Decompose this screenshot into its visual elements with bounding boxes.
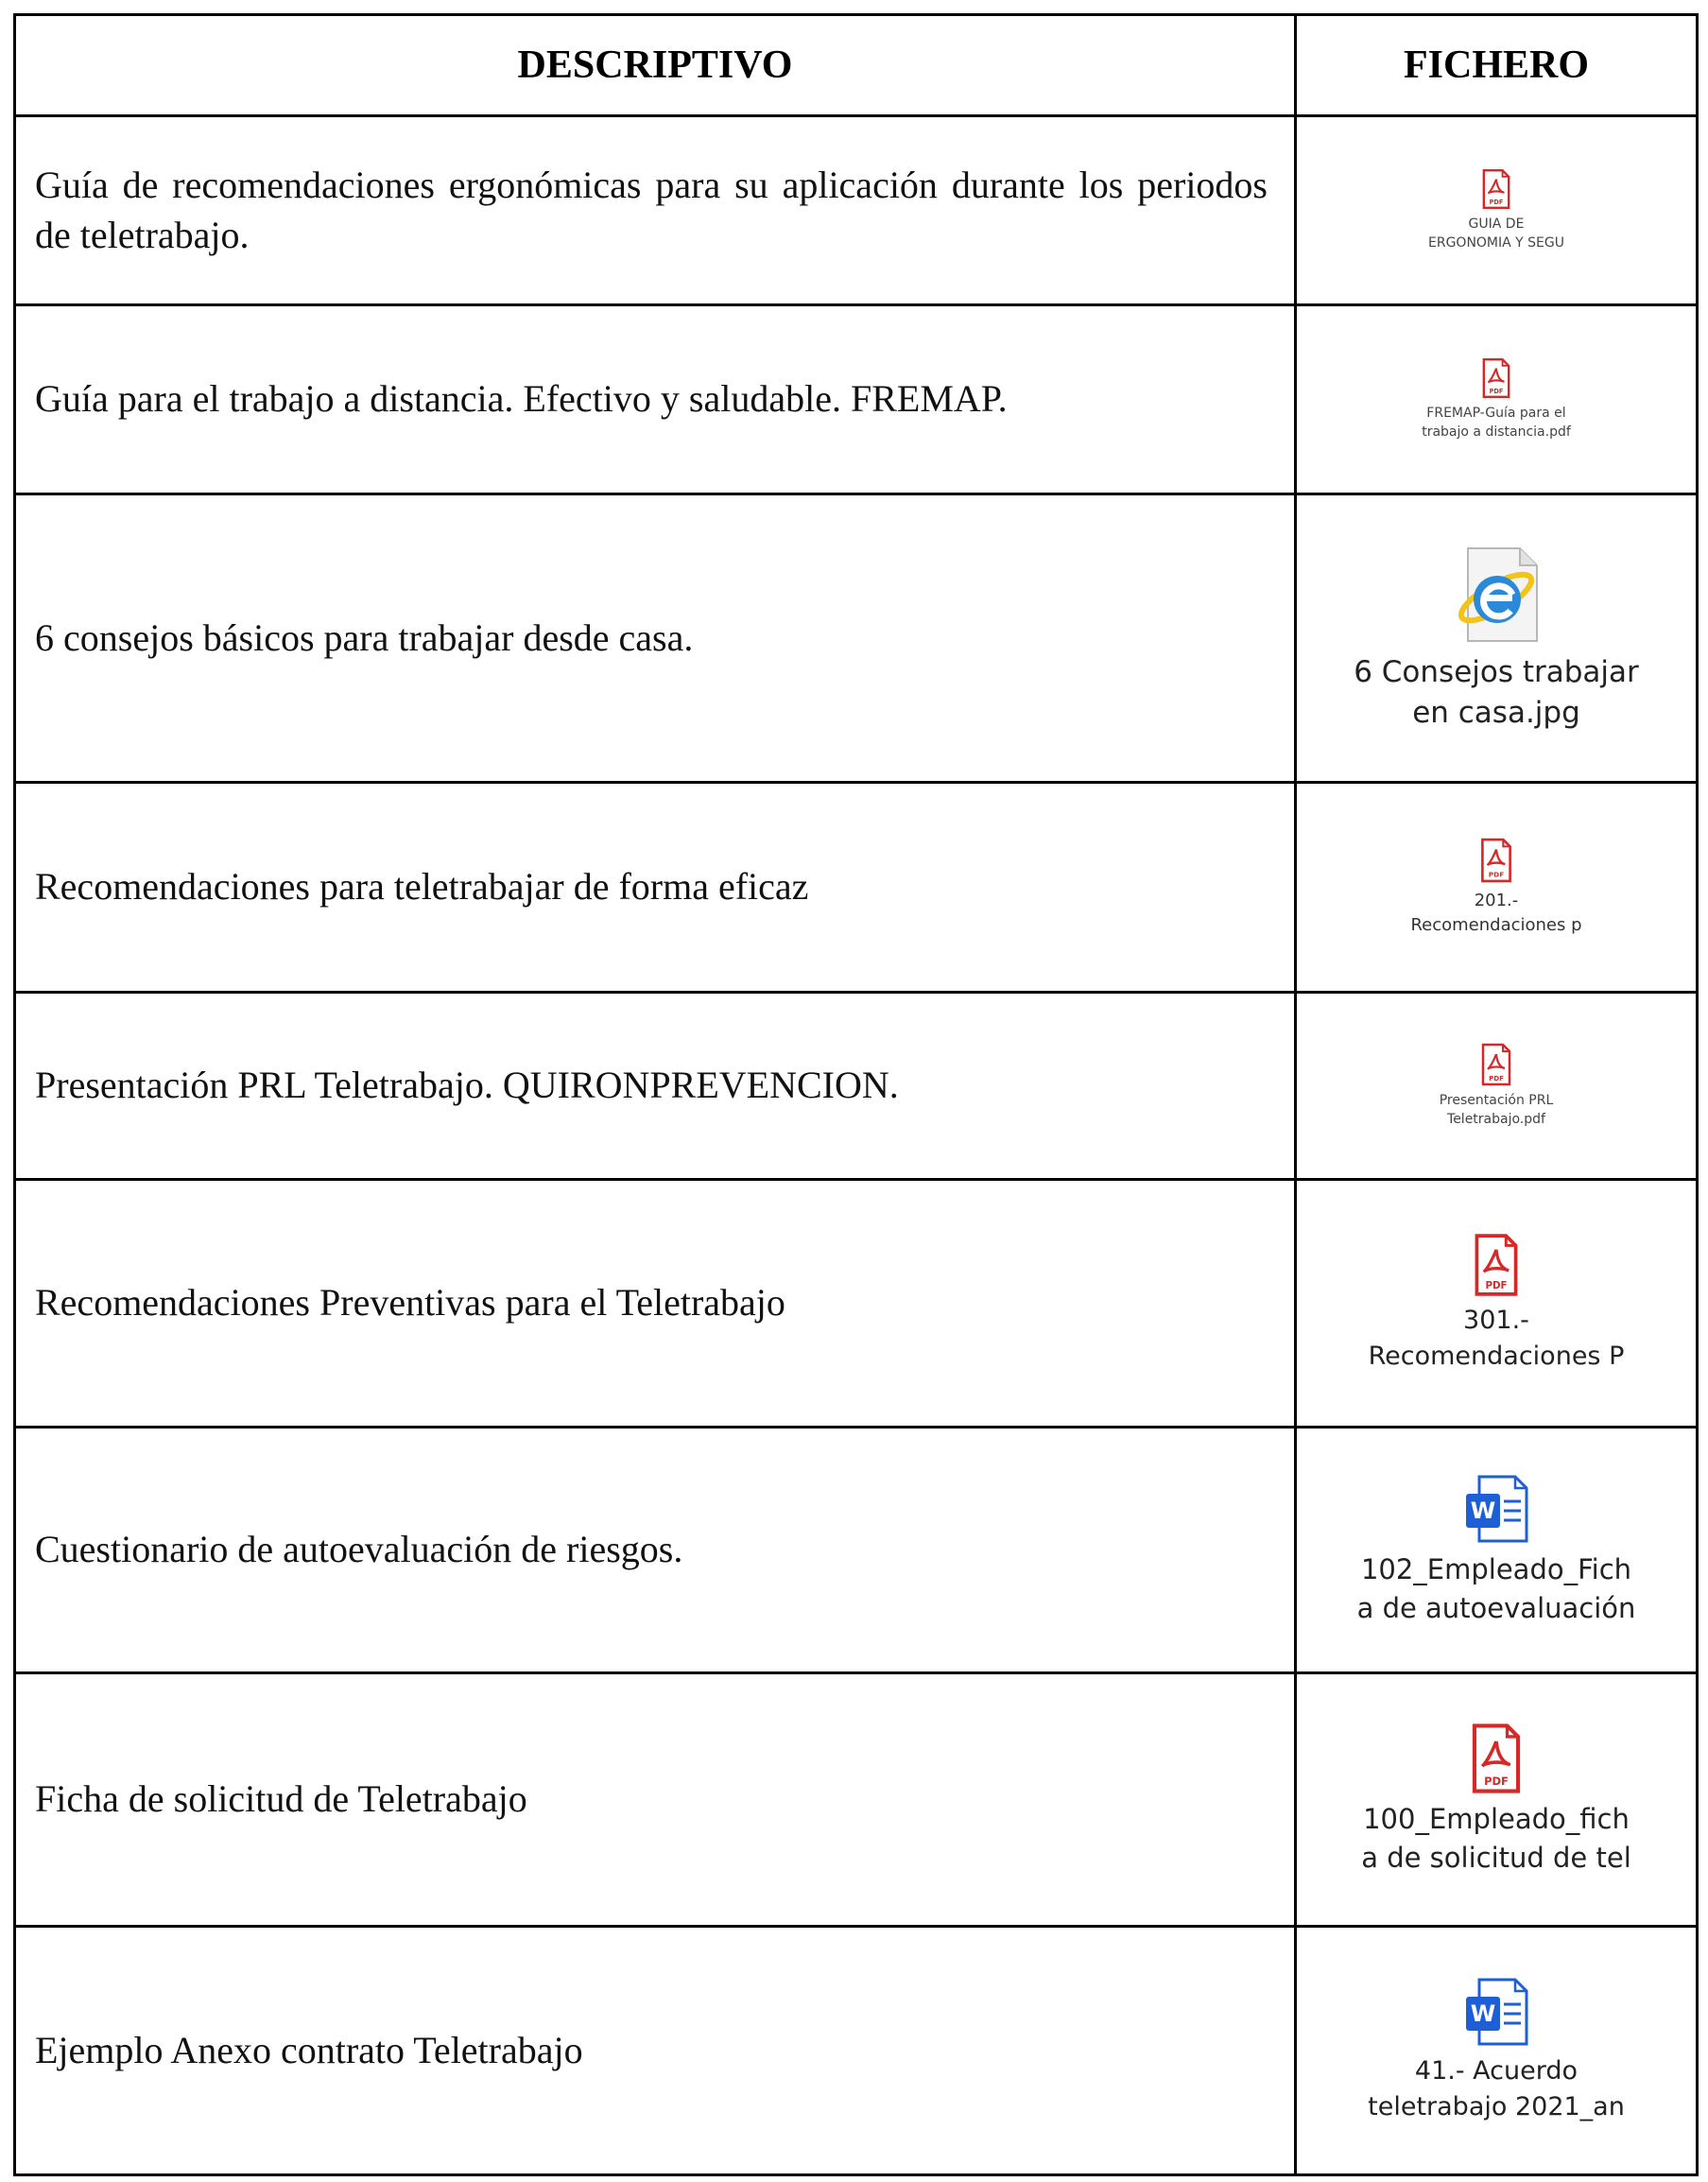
file-cell <box>1296 305 1698 494</box>
file-name: 41.- Acuerdo teletrabajo 2021_an <box>1368 2056 1625 2121</box>
word-icon <box>1462 1473 1530 1545</box>
resources-table <box>13 13 1699 2176</box>
table-row <box>15 1927 1698 2175</box>
file-attachment[interactable] <box>1428 168 1564 252</box>
row-description: 6 consejos básicos para trabajar desde casa. <box>15 494 1296 783</box>
internet-explorer-icon <box>1444 543 1548 647</box>
file-attachment[interactable] <box>1369 1233 1625 1375</box>
file-name: 201.- Recomendaciones p <box>1410 891 1582 935</box>
row-description: Presentación PRL Teletrabajo. QUIRONPREVENCION. <box>15 993 1296 1180</box>
row-description: Ficha de solicitud de Teletrabajo <box>15 1673 1296 1927</box>
pdf-icon <box>1479 838 1513 883</box>
table-row <box>15 494 1698 783</box>
table-row <box>15 1673 1698 1927</box>
file-name: GUIA DE ERGONOMIA Y SEGU <box>1428 216 1564 251</box>
file-attachment[interactable] <box>1440 1043 1554 1129</box>
row-description: Guía para el trabajo a distancia. Efectivo y saludable. FREMAP. <box>15 305 1296 494</box>
file-cell <box>1296 1428 1698 1673</box>
table-header-row <box>15 15 1698 116</box>
file-cell <box>1296 1673 1698 1927</box>
row-description: Recomendaciones para teletrabajar de forma eficaz <box>15 783 1296 993</box>
svg-text:W: W <box>1470 1497 1496 1524</box>
file-cell <box>1296 783 1698 993</box>
row-description: Guía de recomendaciones ergonómicas para su aplicación durante los periodos de teletrabajo. <box>15 116 1296 305</box>
row-description: Recomendaciones Preventivas para el Teletrabajo <box>15 1180 1296 1428</box>
file-attachment[interactable] <box>1368 1976 1625 2125</box>
pdf-icon <box>1480 1043 1512 1086</box>
file-name: 100_Empleado_fich a de solicitud de tel <box>1361 1802 1631 1874</box>
svg-text:W: W <box>1470 2000 1496 2028</box>
file-attachment[interactable] <box>1410 838 1581 936</box>
file-name: FREMAP-Guía para el trabajo a distancia.pdf <box>1422 405 1571 440</box>
pdf-icon <box>1473 1233 1520 1297</box>
file-attachment[interactable] <box>1422 357 1571 442</box>
file-attachment[interactable] <box>1354 543 1639 735</box>
pdf-icon <box>1470 1723 1523 1794</box>
header-descriptive: DESCRIPTIVO <box>15 15 1296 116</box>
table-row <box>15 783 1698 993</box>
word-icon <box>1462 1976 1530 2048</box>
file-name: Presentación PRL Teletrabajo.pdf <box>1439 1092 1554 1127</box>
svg-text:PDF: PDF <box>1489 1074 1504 1082</box>
file-cell <box>1296 1180 1698 1428</box>
table-row <box>15 1180 1698 1428</box>
file-cell <box>1296 494 1698 783</box>
pdf-icon <box>1481 357 1511 399</box>
file-attachment[interactable] <box>1357 1473 1636 1627</box>
table-row <box>15 305 1698 494</box>
file-name: 301.- Recomendaciones P <box>1368 1305 1625 1371</box>
file-name: 102_Empleado_Fich a de autoevaluación <box>1356 1552 1636 1624</box>
svg-text:PDF: PDF <box>1489 198 1504 206</box>
table-row <box>15 116 1698 305</box>
svg-text:PDF: PDF <box>1484 1774 1509 1788</box>
header-file: FICHERO <box>1296 15 1698 116</box>
row-description: Ejemplo Anexo contrato Teletrabajo <box>15 1927 1296 2175</box>
table-row <box>15 1428 1698 1673</box>
svg-text:PDF: PDF <box>1488 871 1505 880</box>
file-cell <box>1296 993 1698 1180</box>
pdf-icon <box>1481 168 1511 210</box>
svg-text:PDF: PDF <box>1485 1279 1508 1291</box>
file-cell <box>1296 116 1698 305</box>
row-description: Cuestionario de autoevaluación de riesgos. <box>15 1428 1296 1673</box>
file-attachment[interactable] <box>1361 1723 1631 1877</box>
file-cell <box>1296 1927 1698 2175</box>
file-name: 6 Consejos trabajar en casa.jpg <box>1354 654 1639 730</box>
table-row <box>15 993 1698 1180</box>
svg-text:PDF: PDF <box>1489 387 1504 395</box>
